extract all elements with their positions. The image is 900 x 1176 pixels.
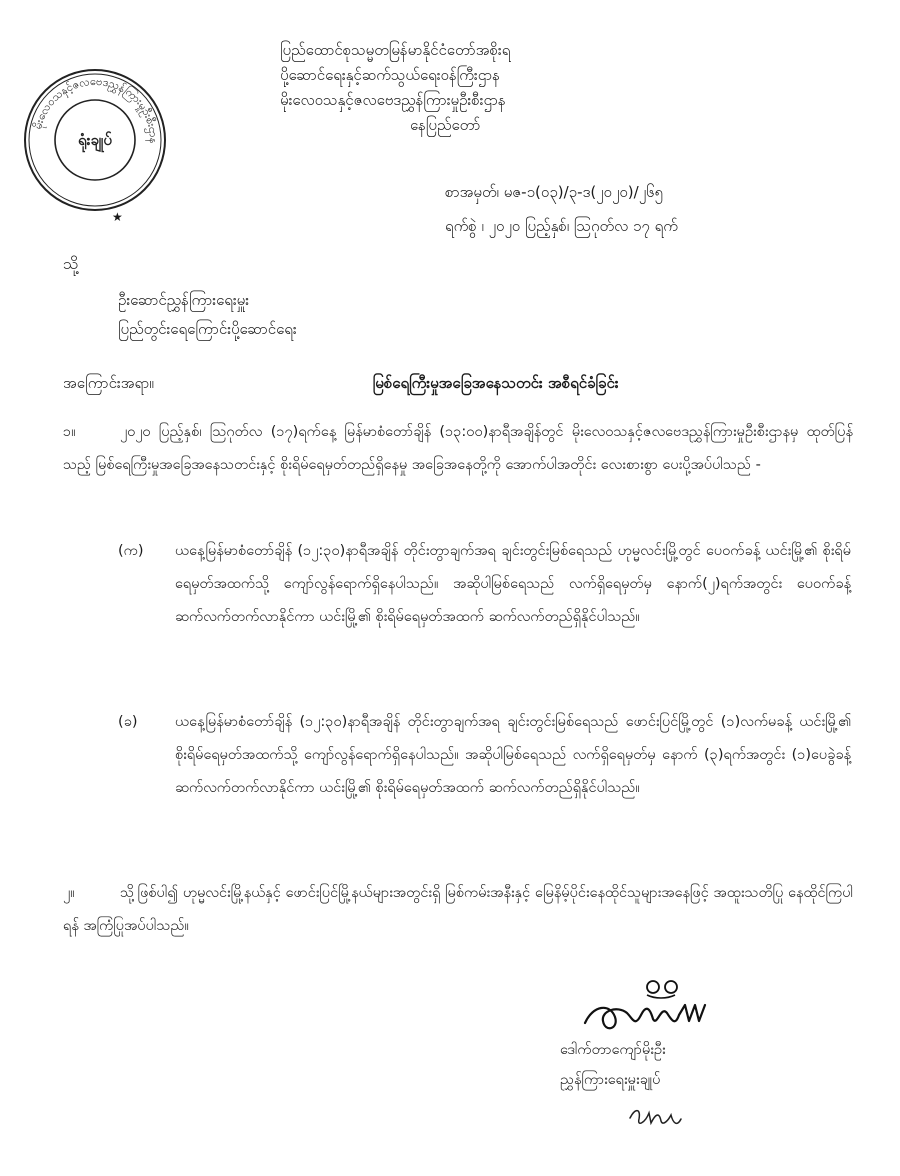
star-icon: ★	[112, 210, 123, 224]
list-item-ka-text: ယနေ့မြန်မာစံတော်ချိန် (၁၂:၃၀)နာရီအချိန် တိုင်းတွာချက်အရ ချင်းတွင်းမြစ်ရေသည် ဟုမ္မလင်းမြို့တွင် ပေ၀က်ခန့် ယင်းမြို့၏ စိုးရိမ်ရေမှတ်အထက်သို့ ကျော်လွန်ရောက်ရှိနေပါသည်။ အဆိုပါမြစ်ရေသည် လက်ရှိရေမှတ်မှ နောက်(၂)ရက်အတွင်း ပေ၀က်ခန့် ဆက်လက်တက်လာနိုင်ကာ ယင်းမြို့၏ စိုးရိမ်ရေမှတ်အထက် ဆက်လက်တည်ရှိနိုင်ပါသည်။	[175, 543, 851, 625]
list-item-ka-mark: (က)	[118, 543, 144, 559]
list-item-kha-text: ယနေ့မြန်မာစံတော်ချိန် (၁၂:၃၀)နာရီအချိန် တိုင်းတွာချက်အရ ချင်းတွင်းမြစ်ရေသည် ဖောင်းပြင်မြို့တွင် (၁)လက်မခန့် ယင်းမြို့၏ စိုးရိမ်ရေမှတ်အထက်သို့ ကျော်လွန်ရောက်ရှိနေပါသည်။ အဆိုပါမြစ်ရေသည် လက်ရှိရေမှတ်မှ နောက် (၃)ရက်အတွင်း (၁)ပေခွဲခန့် ဆက်လက်တက်လာနိုင်ကာ ယင်းမြို့၏ စိုးရိမ်ရေမှတ်အထက် ဆက်လက်တည်ရှိနိုင်ပါသည်။	[175, 714, 851, 796]
subject-label: အကြောင်းအရာ။	[63, 374, 154, 392]
signatory-name: ဒေါက်တာကျော်မိုးဦး	[560, 1042, 666, 1058]
signatory-title: ညွှန်ကြားရေးမှူးချုပ်	[560, 1072, 661, 1088]
seal-ring-text: မိုးလေဝသနှင့်ဇလဗေဒညွှန်ကြားမှုဦးစီးဌာန	[31, 74, 161, 144]
paragraph-1	[63, 416, 853, 482]
recipient-line-2: ပြည်တွင်းရေကြောင်းပို့ဆောင်ရေး	[118, 320, 297, 338]
recipient-to: သို့	[63, 254, 79, 273]
list-item-kha	[118, 706, 853, 871]
list-item-kha-mark: (ခ)	[118, 714, 138, 730]
letterhead-line-3: မိုးလေဝသနှင့်ဇလဗေဒညွှန်ကြားမှုဦးစီးဌာန	[280, 91, 506, 109]
paragraph-2	[63, 877, 853, 943]
letterhead-line-2: ပို့ဆောင်ရေးနှင့်ဆက်သွယ်ရေးဝန်ကြီးဌာန	[280, 66, 500, 84]
seal-center-text: ရုံးချုပ်	[78, 131, 112, 149]
letterhead-line-4: နေပြည်တော်	[410, 116, 481, 134]
signature-block	[560, 1035, 860, 1095]
initials-scribble-icon	[625, 1093, 695, 1133]
subject-line	[63, 374, 863, 396]
list-item-ka	[118, 535, 853, 700]
paragraph-2-text: သို့ဖြစ်ပါ၍ ဟုမ္မလင်းမြို့နယ်နှင့် ဖောင်းပြင်မြို့နယ်များအတွင်းရှိ မြစ်ကမ်းအနီးနှင့် မြေနိမ့်ပိုင်းနေထိုင်သူများအနေဖြင့် အထူးသတိပြု နေထိုင်ကြပါရန် အကြံပြုအပ်ပါသည်။	[63, 885, 853, 934]
recipient-address	[118, 286, 297, 344]
office-seal	[20, 65, 170, 215]
recipient-line-1: ဦးဆောင်ညွှန်ကြားရေးမှူး	[118, 291, 250, 309]
initials-scribble	[625, 1093, 695, 1133]
seal-stamp-icon	[20, 65, 170, 215]
paragraph-1-number: ၁။	[63, 424, 76, 440]
paragraph-1-text: ၂၀၂၀ ပြည့်နှစ်၊ ဩဂုတ်လ (၁၇)ရက်နေ့ မြန်မာစံတော်ချိန် (၁၃:၀၀)နာရီအချိန်တွင် မိုးလေဝသနှင့်ဇလဗေဒညွှန်ကြားမှုဦးစီးဌာနမှ ထုတ်ပြန်သည့် မြစ်ရေကြီးမှုအခြေအနေသတင်းနှင့် စိုးရိမ်ရေမှတ်တည်ရှိနေမှု အခြေအနေတို့ကို အောက်ပါအတိုင်း လေးစားစွာ ပေးပို့အပ်ပါသည် -	[63, 424, 853, 473]
letter-date: ရက်စွဲ ၊ ၂၀၂၀ ပြည့်နှစ်၊ ဩဂုတ်လ ၁၇ ရက်	[445, 217, 678, 235]
letterhead	[280, 38, 740, 138]
subject-text: မြစ်ရေကြီးမှုအခြေအနေသတင်း အစီရင်ခံခြင်း	[372, 374, 619, 392]
paragraph-2-number: ၂။	[63, 885, 75, 901]
letter-number: စာအမှတ်၊ မဇ-၁(၀၃)/၃-ဒ(၂၀၂၀)/၂၆၅	[445, 183, 663, 201]
letterhead-line-1: ပြည်ထောင်စုသမ္မတမြန်မာနိုင်ငံတော်အစိုးရ	[280, 41, 511, 59]
